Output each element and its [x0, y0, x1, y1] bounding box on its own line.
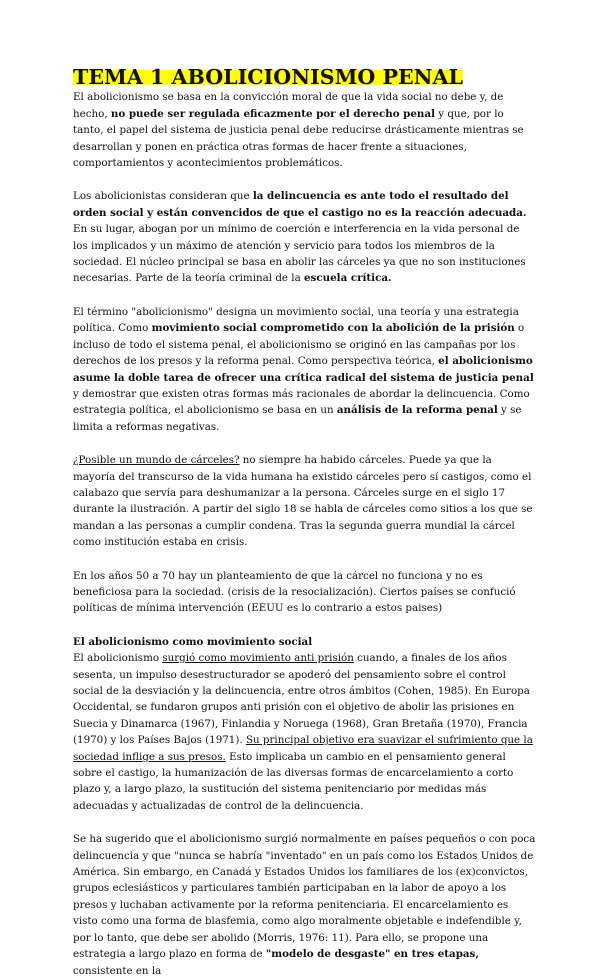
p6-text-c: cuando, a finales de los años sesenta, un impulso desestructurador se apoderó del pensamiento sobre el control social de la desviación y la delincuencia, entre otros ámbitos (Cohen, 1985). En Europa Occidental, se fundaron grupos anti prisión con el objetivo de abolir las prisiones en Suecia y Dinamarca (1967), Finlandia y Noruega (1968), Gran Bretaña (1970), Francia (1970) y los Países Bajos (1971). — [73, 652, 530, 747]
p6-text-a: El abolicionismo — [73, 652, 163, 665]
p3-bold-analysis: análisis de la reforma penal — [336, 404, 498, 417]
p2-text-a: Los abolicionistas consideran que — [73, 190, 253, 203]
paragraph-prisons-history — [73, 452, 536, 550]
p7-text-c: consistente en la — [73, 964, 162, 977]
p2-text-c: En su lugar, abogan por un mínimo de coerción e interferencia en la vida personal de los implicados y un máximo de atención y servicio para todos los miembros de la sociedad. El núcleo principal se basa en abolir las cárceles ya que no son instituciones necesarias. Parte de la teoría criminal de la — [73, 223, 526, 285]
p4-text-b: no siempre ha habido cárceles. Puede ya que la mayoría del transcurso de la vida humana ha existido cárceles pero sí castigos, como el calabazo que servía para deshumanizar a la persona. Cárceles surge en el siglo 17 durante la ilustración. A partir del siglo 18 se habla de cárceles como sitios a los que se mandan a las personas a cumplir condena. Tras la segunda guerra mundial la cárcel como institución estaba en crisis. — [73, 454, 533, 549]
paragraph-abolitionists — [73, 188, 536, 286]
p4-underlined-question: ¿Posible un mundo de cárceles? — [73, 454, 240, 467]
p3-bold-movement: movimiento social comprometido con la abolición de la prisión — [151, 322, 515, 335]
p3-text-g: y se limita a reformas negativas. — [73, 404, 522, 433]
paragraph-definition — [73, 89, 536, 171]
paragraph-movement — [73, 650, 536, 814]
p1-text-a: El abolicionismo se basa en la convicción moral de que la vida social no debe y, de hecho, — [73, 91, 504, 120]
p3-bold-theory: el abolicionismo asume la doble tarea de ofrecer una crítica radical del sistema de justicia penal — [73, 355, 534, 384]
document-title: TEMA 1 ABOLICIONISMO PENAL — [73, 65, 463, 89]
p7-bold-model: "modelo de desgaste" en tres etapas, — [265, 948, 479, 961]
p1-text-c: y que, por lo tanto, el papel del sistema de justicia penal debe reducirse drásticamente mientras se desarrollan y ponen en práctica otras formas de hacer frente a situaciones, comportamientos y acontecimientos problemáticos. — [73, 107, 524, 170]
p1-bold: no puede ser regulada eficazmente por el derecho penal — [110, 107, 435, 120]
p3-text-e: y demostrar que existen otras formas más racionales de abordar la delincuencia. Como estrategia política, el abolicionismo se basa en un — [73, 387, 530, 417]
p6-text-e: Esto implicaba un cambio en el pensamiento general sobre el castigo, la humanización de las diversas formas de encarcelamiento a corto plazo y, a largo plazo, la sustitución del sistema penitenciario por medidas más adecuadas y actualizadas de control de la delincuencia. — [73, 750, 514, 812]
section-heading: El abolicionismo como movimiento social — [73, 635, 313, 648]
p2-bold: la delincuencia es ante todo el resultado del orden social y están convencidos de que el castigo no es la reacción adecuada. — [73, 190, 527, 219]
p3-text-c: o incluso de todo el sistema penal, el abolicionismo se originó en las campañas por los derechos de los presos y la reforma penal. Como perspectiva teórica, — [73, 322, 525, 368]
p7-text-a: Se ha sugerido que el abolicionismo surgió normalmente en países pequeños o con poca delincuencia y que "nunca se habría "inventado" en un país como los Estados Unidos de América. Sin embargo, en Canadá y Estados Unidos los familiares de los (ex)convictos, grupos eclesiásticos y particulares también participaban en la labor de apoyo a los presos y luchaban activamente por la reforma penitenciaria. El encarcelamiento es visto como una forma de blasfemia, como algo moralmente objetable e indefendible y, por lo tanto, que debe ser abolido (Morris, 1976: 11). Para ello, se propone una estrategia a largo plazo en forma de — [73, 833, 536, 961]
paragraph-50s-70s: En los años 50 a 70 hay un planteamiento de que la cárcel no funciona y no es beneficiosa para la sociedad. (crisis de la resocialización). Ciertos países se confució políticas de mínima intervención (EEUU es lo contrario a estos paises) — [73, 569, 516, 615]
p2-bold-critical-school: escuela crítica. — [304, 272, 392, 285]
p3-text-a: El término "abolicionismo" designa un movimiento social, una teoría y una estrategia política. Como — [73, 305, 519, 335]
p6-underlined-origin: surgió como movimiento anti prisión — [162, 652, 354, 665]
paragraph-usa — [73, 831, 536, 979]
paragraph-term — [73, 304, 536, 435]
p6-underlined-objective: Su principal objetivo era suavizar el sufrimiento que la sociedad inflige a sus presos. — [73, 734, 533, 763]
